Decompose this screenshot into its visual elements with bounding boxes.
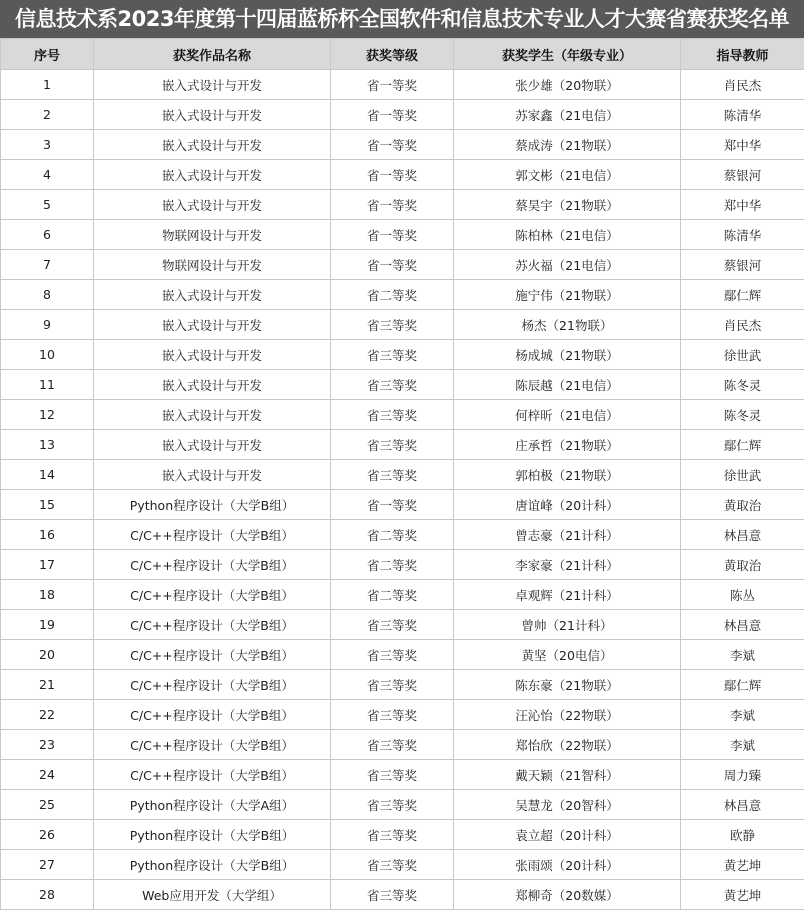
cell-award-level: 省一等奖 <box>331 100 454 130</box>
table-row <box>1 280 804 310</box>
cell-index: 27 <box>1 850 94 880</box>
cell-award-level: 省三等奖 <box>331 640 454 670</box>
cell-index: 13 <box>1 430 94 460</box>
cell-advisor: 林昌意 <box>681 790 804 820</box>
table-row <box>1 460 804 490</box>
table-row <box>1 70 804 100</box>
cell-work-name: 嵌入式设计与开发 <box>94 400 331 430</box>
header-work-name: 获奖作品名称 <box>94 39 331 70</box>
cell-advisor: 陈清华 <box>681 220 804 250</box>
cell-work-name: 嵌入式设计与开发 <box>94 160 331 190</box>
cell-student: 张少雄（20物联） <box>454 70 681 100</box>
cell-index: 19 <box>1 610 94 640</box>
cell-advisor: 黄取治 <box>681 490 804 520</box>
cell-award-level: 省三等奖 <box>331 340 454 370</box>
cell-advisor: 蔡银河 <box>681 160 804 190</box>
cell-index: 16 <box>1 520 94 550</box>
cell-work-name: 嵌入式设计与开发 <box>94 430 331 460</box>
cell-index: 12 <box>1 400 94 430</box>
cell-work-name: Web应用开发（大学组） <box>94 880 331 910</box>
cell-student: 蔡成涛（21物联） <box>454 130 681 160</box>
header-student: 获奖学生（年级专业） <box>454 39 681 70</box>
cell-index: 15 <box>1 490 94 520</box>
table-row <box>1 790 804 820</box>
cell-student: 施宁伟（21物联） <box>454 280 681 310</box>
table-row <box>1 760 804 790</box>
table-row <box>1 520 804 550</box>
cell-advisor: 黄艺坤 <box>681 850 804 880</box>
cell-advisor: 肖民杰 <box>681 310 804 340</box>
cell-index: 6 <box>1 220 94 250</box>
cell-work-name: C/C++程序设计（大学B组） <box>94 760 331 790</box>
cell-work-name: 嵌入式设计与开发 <box>94 70 331 100</box>
cell-advisor: 林昌意 <box>681 520 804 550</box>
cell-award-level: 省三等奖 <box>331 400 454 430</box>
table-row <box>1 310 804 340</box>
cell-advisor: 陈清华 <box>681 100 804 130</box>
cell-student: 黄坚（20电信） <box>454 640 681 670</box>
table-row <box>1 190 804 220</box>
cell-work-name: C/C++程序设计（大学B组） <box>94 730 331 760</box>
cell-advisor: 黄取治 <box>681 550 804 580</box>
cell-award-level: 省三等奖 <box>331 610 454 640</box>
cell-award-level: 省三等奖 <box>331 430 454 460</box>
cell-index: 11 <box>1 370 94 400</box>
cell-student: 蔡昊宇（21物联） <box>454 190 681 220</box>
cell-advisor: 林昌意 <box>681 610 804 640</box>
cell-award-level: 省二等奖 <box>331 580 454 610</box>
header-row <box>1 39 804 70</box>
table-row <box>1 430 804 460</box>
table-row <box>1 730 804 760</box>
cell-work-name: 嵌入式设计与开发 <box>94 340 331 370</box>
cell-index: 4 <box>1 160 94 190</box>
table-row <box>1 880 804 910</box>
cell-student: 苏家鑫（21电信） <box>454 100 681 130</box>
cell-award-level: 省三等奖 <box>331 880 454 910</box>
cell-student: 吴慧龙（20智科） <box>454 790 681 820</box>
cell-index: 10 <box>1 340 94 370</box>
table-row <box>1 220 804 250</box>
cell-award-level: 省一等奖 <box>331 250 454 280</box>
cell-award-level: 省二等奖 <box>331 550 454 580</box>
cell-advisor: 郑中华 <box>681 190 804 220</box>
cell-advisor: 蔡银河 <box>681 250 804 280</box>
cell-award-level: 省三等奖 <box>331 310 454 340</box>
cell-student: 李家豪（21计科） <box>454 550 681 580</box>
cell-index: 20 <box>1 640 94 670</box>
cell-advisor: 鄢仁辉 <box>681 430 804 460</box>
cell-student: 陈辰越（21电信） <box>454 370 681 400</box>
cell-index: 5 <box>1 190 94 220</box>
cell-advisor: 李斌 <box>681 640 804 670</box>
cell-work-name: 嵌入式设计与开发 <box>94 310 331 340</box>
cell-student: 郑柳奇（20数媒） <box>454 880 681 910</box>
cell-award-level: 省三等奖 <box>331 820 454 850</box>
cell-work-name: Python程序设计（大学B组） <box>94 490 331 520</box>
cell-index: 28 <box>1 880 94 910</box>
table-row <box>1 370 804 400</box>
cell-work-name: C/C++程序设计（大学B组） <box>94 520 331 550</box>
cell-advisor: 李斌 <box>681 700 804 730</box>
cell-student: 庄承哲（21物联） <box>454 430 681 460</box>
table-row <box>1 550 804 580</box>
sheet-title: 信息技术系2023年度第十四届蓝桥杯全国软件和信息技术专业人才大赛省赛获奖名单 <box>0 0 804 38</box>
cell-work-name: Python程序设计（大学B组） <box>94 850 331 880</box>
cell-work-name: C/C++程序设计（大学B组） <box>94 610 331 640</box>
cell-work-name: Python程序设计（大学B组） <box>94 820 331 850</box>
cell-work-name: 物联网设计与开发 <box>94 220 331 250</box>
cell-award-level: 省三等奖 <box>331 700 454 730</box>
cell-advisor: 徐世武 <box>681 340 804 370</box>
header-advisor: 指导教师 <box>681 39 804 70</box>
cell-index: 23 <box>1 730 94 760</box>
cell-award-level: 省一等奖 <box>331 160 454 190</box>
cell-index: 8 <box>1 280 94 310</box>
table-row <box>1 610 804 640</box>
header-index: 序号 <box>1 39 94 70</box>
cell-advisor: 欧静 <box>681 820 804 850</box>
cell-award-level: 省三等奖 <box>331 850 454 880</box>
cell-award-level: 省三等奖 <box>331 790 454 820</box>
cell-award-level: 省一等奖 <box>331 190 454 220</box>
table-row <box>1 130 804 160</box>
cell-index: 1 <box>1 70 94 100</box>
cell-advisor: 徐世武 <box>681 460 804 490</box>
table-row <box>1 100 804 130</box>
cell-index: 24 <box>1 760 94 790</box>
cell-advisor: 黄艺坤 <box>681 880 804 910</box>
table-row <box>1 670 804 700</box>
cell-student: 郭柏极（21物联） <box>454 460 681 490</box>
cell-award-level: 省一等奖 <box>331 220 454 250</box>
cell-award-level: 省三等奖 <box>331 760 454 790</box>
cell-student: 戴天颖（21智科） <box>454 760 681 790</box>
cell-work-name: 嵌入式设计与开发 <box>94 370 331 400</box>
table-row <box>1 250 804 280</box>
cell-advisor: 陈丛 <box>681 580 804 610</box>
cell-advisor: 陈冬灵 <box>681 400 804 430</box>
cell-student: 陈柏林（21电信） <box>454 220 681 250</box>
cell-award-level: 省一等奖 <box>331 490 454 520</box>
cell-work-name: 嵌入式设计与开发 <box>94 130 331 160</box>
cell-index: 25 <box>1 790 94 820</box>
table-row <box>1 340 804 370</box>
cell-award-level: 省二等奖 <box>331 280 454 310</box>
cell-work-name: C/C++程序设计（大学B组） <box>94 700 331 730</box>
cell-advisor: 李斌 <box>681 730 804 760</box>
cell-student: 杨杰（21物联） <box>454 310 681 340</box>
cell-award-level: 省三等奖 <box>331 730 454 760</box>
cell-student: 陈东豪（21物联） <box>454 670 681 700</box>
cell-advisor: 鄢仁辉 <box>681 670 804 700</box>
cell-index: 22 <box>1 700 94 730</box>
cell-index: 7 <box>1 250 94 280</box>
cell-student: 何梓昕（21电信） <box>454 400 681 430</box>
cell-index: 17 <box>1 550 94 580</box>
cell-index: 2 <box>1 100 94 130</box>
table-row <box>1 640 804 670</box>
cell-index: 21 <box>1 670 94 700</box>
cell-index: 3 <box>1 130 94 160</box>
cell-award-level: 省一等奖 <box>331 70 454 100</box>
cell-work-name: C/C++程序设计（大学B组） <box>94 550 331 580</box>
cell-advisor: 周力臻 <box>681 760 804 790</box>
cell-award-level: 省三等奖 <box>331 370 454 400</box>
cell-advisor: 鄢仁辉 <box>681 280 804 310</box>
cell-work-name: 嵌入式设计与开发 <box>94 280 331 310</box>
cell-work-name: 嵌入式设计与开发 <box>94 190 331 220</box>
cell-work-name: 物联网设计与开发 <box>94 250 331 280</box>
cell-index: 26 <box>1 820 94 850</box>
cell-work-name: C/C++程序设计（大学B组） <box>94 640 331 670</box>
cell-work-name: C/C++程序设计（大学B组） <box>94 670 331 700</box>
cell-work-name: C/C++程序设计（大学B组） <box>94 580 331 610</box>
cell-advisor: 陈冬灵 <box>681 370 804 400</box>
table-row <box>1 400 804 430</box>
table-row <box>1 850 804 880</box>
cell-award-level: 省三等奖 <box>331 670 454 700</box>
cell-index: 14 <box>1 460 94 490</box>
cell-student: 张雨颂（20计科） <box>454 850 681 880</box>
table-row <box>1 160 804 190</box>
header-award-level: 获奖等级 <box>331 39 454 70</box>
cell-student: 苏火福（21电信） <box>454 250 681 280</box>
cell-award-level: 省一等奖 <box>331 130 454 160</box>
cell-index: 9 <box>1 310 94 340</box>
table-row <box>1 820 804 850</box>
cell-work-name: Python程序设计（大学A组） <box>94 790 331 820</box>
cell-student: 汪沁怡（22物联） <box>454 700 681 730</box>
cell-work-name: 嵌入式设计与开发 <box>94 100 331 130</box>
cell-work-name: 嵌入式设计与开发 <box>94 460 331 490</box>
cell-award-level: 省二等奖 <box>331 520 454 550</box>
table-row <box>1 490 804 520</box>
table-row <box>1 700 804 730</box>
cell-student: 郑怡欣（22物联） <box>454 730 681 760</box>
table-body <box>1 70 804 910</box>
table-row <box>1 580 804 610</box>
cell-student: 袁立超（20计科） <box>454 820 681 850</box>
cell-index: 18 <box>1 580 94 610</box>
cell-student: 郭文彬（21电信） <box>454 160 681 190</box>
cell-advisor: 肖民杰 <box>681 70 804 100</box>
cell-student: 唐谊峰（20计科） <box>454 490 681 520</box>
cell-student: 卓观辉（21计科） <box>454 580 681 610</box>
cell-student: 曾志豪（21计科） <box>454 520 681 550</box>
award-table <box>0 38 804 910</box>
cell-advisor: 郑中华 <box>681 130 804 160</box>
cell-student: 曾帅（21计科） <box>454 610 681 640</box>
cell-award-level: 省三等奖 <box>331 460 454 490</box>
cell-student: 杨成城（21物联） <box>454 340 681 370</box>
